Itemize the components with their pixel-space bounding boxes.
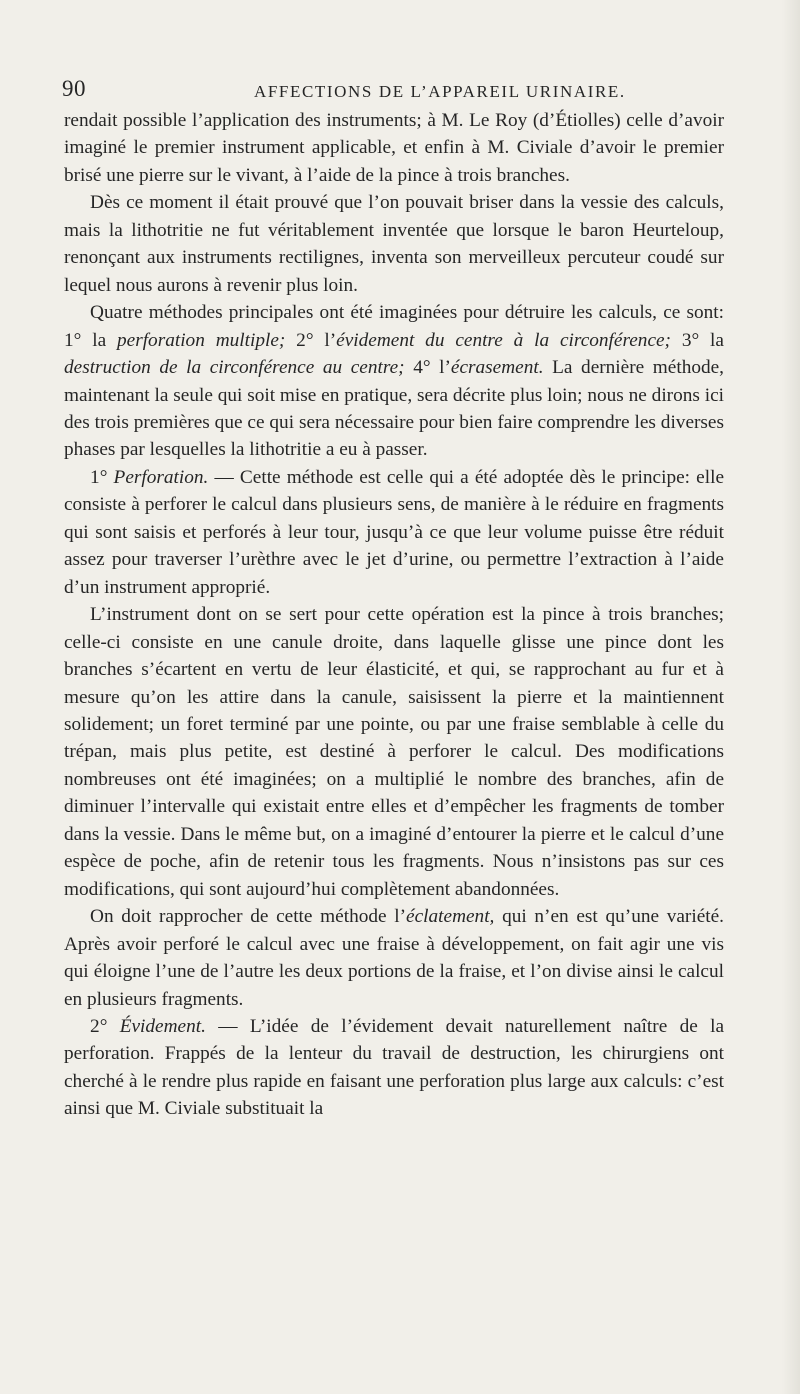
paragraph-1 xyxy=(64,107,724,189)
italic-text: perforation multiple; xyxy=(117,329,286,351)
paragraph-6 xyxy=(64,903,724,1013)
text-run: — L’idée de l’évidement devait naturellement naître de la perforation. Frappés de la lenteur du travail de destruction, les chirurgiens ont cherché à le rendre plus rapide en faisant une perforation plus large aux calculs: c’est ainsi que M. Civiale substituait la xyxy=(64,1015,724,1120)
italic-text: évidement du centre à la circonférence; xyxy=(336,329,671,351)
italic-text: Perforation. xyxy=(113,466,209,488)
text-run: La dernière méthode, maintenant la seule qui soit mise en pratique, sera décrite plus loin; nous ne dirons ici des trois premières que ce qui sera nécessaire pour bien faire comprendre les diverses phases par lesquelles la lithotritie a eu à passer. xyxy=(64,357,725,461)
page-number: 90 xyxy=(62,76,86,101)
text-run: Quatre méthodes principales ont été imaginées pour détruire les calculs, ce sont: 1° la xyxy=(64,302,724,351)
running-title: AFFECTIONS DE L’APPAREIL URINAIRE. xyxy=(254,82,626,101)
paragraph-3 xyxy=(64,299,724,464)
body-text xyxy=(64,107,724,1123)
italic-text: éclatement, xyxy=(406,906,495,928)
text-run: 4° l’ xyxy=(404,357,451,379)
italic-text: Évidement. xyxy=(119,1015,206,1037)
italic-text: écrasement. xyxy=(450,357,544,379)
paragraph-5 xyxy=(64,601,724,903)
text-run: — Cette méthode est celle qui a été adoptée dès le principe: elle consiste à perforer le calcul dans plusieurs sens, de manière à le réduire en fragments qui sont saisis et perforés à leur tour, jusqu’à ce que leur volume puisse être réduit assez pour traverser l’urèthre avec le jet d’urine, ou permettre l’extraction à l’aide d’un instrument approprié. xyxy=(64,466,724,598)
text-run: L’instrument dont on se sert pour cette opération est la pince à trois branches; celle-ci consiste en une canule droite, dans laquelle glisse une pince dont les branches s’écartent en vertu de leur élasticité, et qui, se rapprochant au fur et à mesure qu’on les attire dans la canule, saisissent la pierre et la maintiennent solidement; un foret terminé par une pointe, ou par une fraise semblable à celle du trépan, mais plus petite, est destiné à perforer le calcul. Des modifications nombreuses ont été imaginées; on a multiplié le nombre des branches, afin de diminuer l’intervalle qui existait entre elles et d’empêcher les fragments de tomber dans la vessie. Dans le même but, on a imaginé d’entourer la pierre et le calcul d’une espèce de poche, afin de retenir tous les fragments. Nous n’insistons pas sur ces modifications, qui sont aujourd’hui complètement abandonnées. xyxy=(64,604,724,900)
text-run: 1° xyxy=(90,466,114,488)
page-header xyxy=(62,76,722,106)
text-run: qui n’en est qu’une variété. Après avoir perforé le calcul avec une fraise à développement, on fait agir une vis qui éloigne l’une de l’autre les deux portions de la fraise, et l’on divise ainsi le calcul en plusieurs fragments. xyxy=(64,906,724,1010)
page-edge-shadow xyxy=(782,0,800,1394)
text-run: On doit rapprocher de cette méthode l’ xyxy=(90,906,407,928)
paragraph-4 xyxy=(64,464,724,601)
text-run: 3° la xyxy=(670,329,724,351)
text-run: 2° xyxy=(90,1015,120,1037)
paragraph-2 xyxy=(64,189,724,299)
text-run: Dès ce moment il était prouvé que l’on pouvait briser dans la vessie des calculs, mais la lithotritie ne fut véritablement inventée que lorsque le baron Heurteloup, renonçant aux instruments rectilignes, inventa son merveilleux percuteur coudé sur lequel nous aurons à revenir plus loin. xyxy=(64,192,724,296)
italic-text: destruction de la circonférence au centre; xyxy=(64,357,405,379)
text-run: rendait possible l’application des instruments; à M. Le Roy (d’Étiolles) celle d’avoir imaginé le premier instrument applicable, et enfin à M. Civiale d’avoir le premier brisé une pierre sur le vivant, à l’aide de la pince à trois branches. xyxy=(64,110,724,186)
paragraph-7 xyxy=(64,1013,724,1123)
text-run: 2° l’ xyxy=(285,329,337,351)
